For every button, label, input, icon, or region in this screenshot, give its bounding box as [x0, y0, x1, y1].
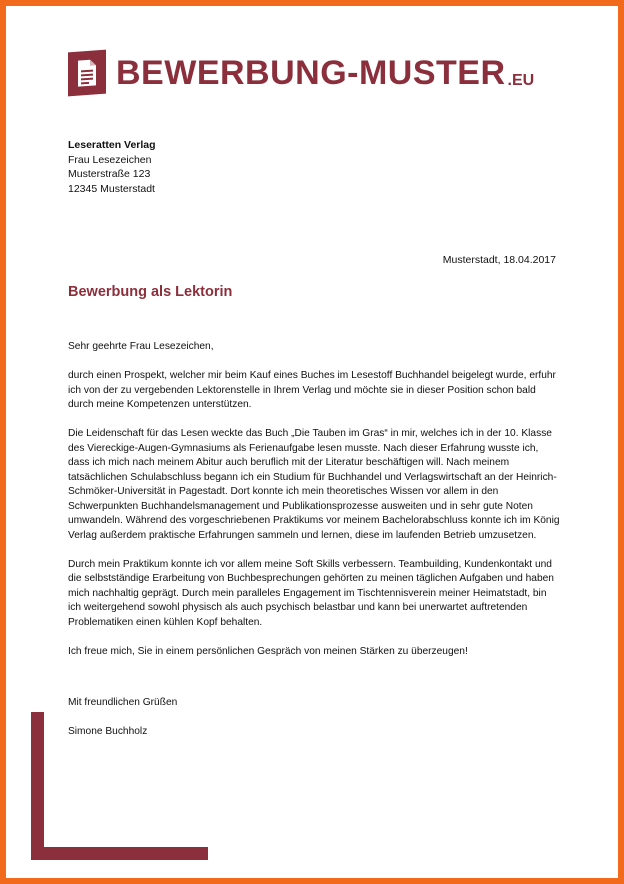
paragraph: Ich freue mich, Sie in einem persönlichen Gespräch von meinen Stärken zu überzeugen! [68, 645, 468, 657]
recipient-city: 12345 Musterstadt [68, 182, 155, 195]
letter-date: Musterstadt, 18.04.2017 [442, 254, 556, 266]
recipient-name: Frau Lesezeichen [68, 153, 152, 166]
recipient-street: Musterstraße 123 [68, 168, 151, 180]
letter-body [68, 340, 560, 674]
decorative-bar-vertical [31, 712, 44, 860]
decorative-bar-horizontal [31, 847, 208, 860]
document-icon [68, 50, 106, 97]
paragraph: Die Leidenschaft für das Lesen weckte das Buch „Die Tauben im Gras“ in mir, welches ich in der 10. Klasse des Viereckige-Augen-Gymnasiums als Ferienaufgabe lesen musste. Nach dieser Erfahrung wusste ich, dass ich mich nach meinem Abitur auch beruflich mit der Literatur beschäftigen will. Nach meinem tatsächlichen Schulabschluss begann ich ein Studium für Buchhandel und Verlagswirtschaft an der Heinrich-Schmöker-Universität in Pagestadt. Dort konnte ich mein theoretisches Wissen vor allem in den Schwerpunkten Buchhandelsmanagement und Publikationsprozesse ausweiten und in sehr gute Noten umwandeln. Während des vorgeschriebenen Praktikums vor meinem Bachelorabschluss konnte ich im König Verlag außerdem praktische Erfahrungen sammeln und lernen, diese im laufenden Betrieb umzusetzen. [68, 428, 560, 541]
letter-closing [68, 696, 177, 753]
logo [68, 48, 534, 98]
paragraph: durch einen Prospekt, welcher mir beim Kauf eines Buches im Lesestoff Buchhandel beigelegt wurde, erfuhr ich von der zu vergebenden Lektorenstelle in Ihrem Verlag und möchte sie in dieser Position schon bald durch meine Kompetenzen unterstützen. [68, 370, 556, 410]
logo-tld: .EU [507, 72, 535, 89]
letter-page [6, 6, 618, 878]
closing-phrase: Mit freundlichen Grüßen [68, 697, 178, 708]
signature: Simone Buchholz [68, 725, 148, 737]
recipient-company: Leseratten Verlag [68, 139, 156, 151]
salutation: Sehr geehrte Frau Lesezeichen, [68, 341, 214, 352]
recipient-address [68, 138, 156, 196]
paragraph: Durch mein Praktikum konnte ich vor allem meine Soft Skills verbessern. Teambuilding, Kundenkontakt und die selbstständige Erarbeitung von Buchbesprechungen gehörten zu meinen täglichen Aufgaben und haben mich nachhaltig geprägt. Durch mein paralleles Engagement im Tischtennisverein meiner Heimatstadt, bin ich weitergehend sowohl physisch als auch psychisch belastbar und kann bei unerwartet auftretenden Problematiken einen kühlen Kopf behalten. [68, 558, 554, 628]
logo-text: BEWERBUNG-MUSTER [116, 54, 506, 92]
letter-subject: Bewerbung als Lektorin [68, 284, 233, 300]
